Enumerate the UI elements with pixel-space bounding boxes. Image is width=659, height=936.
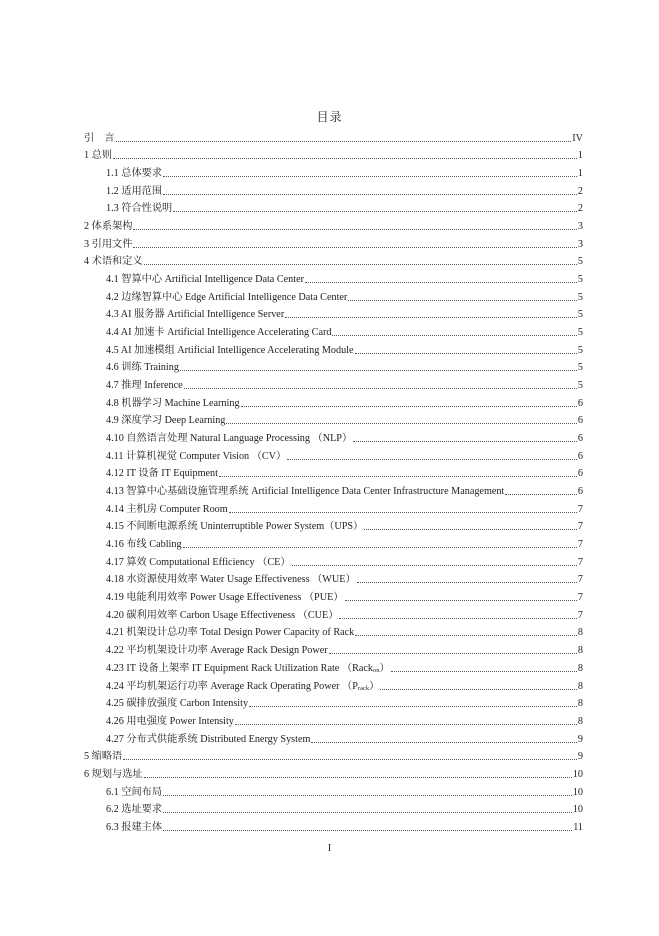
toc-entry-page-number: 8 bbox=[577, 715, 583, 727]
toc-entry-text-tail: ） bbox=[369, 680, 380, 692]
toc-entry-page-number: 3 bbox=[577, 238, 583, 250]
toc-entry-text: 4.24 平均机架运行功率 Average Rack Operating Power （P bbox=[106, 680, 358, 692]
toc-entry-page-number: 1 bbox=[577, 150, 583, 162]
toc-entry-text: 4.27 分布式供能系统 Distributed Energy System bbox=[106, 733, 311, 745]
toc-entry-label bbox=[84, 221, 132, 233]
toc-dot-leader bbox=[339, 618, 577, 619]
toc-entry[interactable] bbox=[84, 445, 583, 463]
toc-entry-page-number: 5 bbox=[577, 256, 583, 268]
toc-entry-text: 2 体系架构 bbox=[84, 221, 133, 233]
toc-entry-page-number: 7 bbox=[577, 539, 583, 551]
toc-entry[interactable] bbox=[84, 799, 583, 817]
toc-dot-leader bbox=[163, 176, 577, 177]
page-title: 目录 bbox=[316, 110, 343, 124]
toc-entry-label bbox=[106, 292, 347, 304]
toc-entry-label bbox=[106, 716, 234, 728]
toc-dot-leader bbox=[329, 653, 577, 654]
toc-entry-text: 4.21 机架设计总功率 Total Design Power Capacity of Rack bbox=[106, 627, 355, 639]
toc-entry-text: 5 缩略语 bbox=[84, 751, 123, 763]
toc-entry-label bbox=[84, 256, 143, 268]
toc-entry-page-number: 10 bbox=[572, 804, 583, 816]
toc-entry-page-number: 7 bbox=[577, 574, 583, 586]
toc-entry-page-number: 9 bbox=[577, 733, 583, 745]
toc-dot-leader bbox=[364, 529, 577, 530]
toc-dot-leader bbox=[353, 441, 577, 442]
toc-entry[interactable] bbox=[84, 410, 583, 428]
toc-entry-page-number: 5 bbox=[577, 291, 583, 303]
toc-entry[interactable] bbox=[84, 551, 583, 569]
toc-entry-page-number: 6 bbox=[577, 433, 583, 445]
toc-entry[interactable] bbox=[84, 321, 583, 339]
toc-entry-text: 4.25 碳排放强度 Carbon Intensity bbox=[106, 698, 249, 710]
toc-entry-text: 6 规划与选址 bbox=[84, 768, 143, 780]
toc-entry-page-number: 2 bbox=[577, 203, 583, 215]
toc-entry[interactable] bbox=[84, 533, 583, 551]
toc-dot-leader bbox=[163, 194, 577, 195]
toc-entry-text: 4.6 训练 Training bbox=[106, 362, 179, 374]
toc-entry[interactable] bbox=[84, 145, 583, 163]
toc-entry-label bbox=[84, 133, 115, 145]
toc-entry-text: 4.7 推理 Inference bbox=[106, 380, 183, 392]
toc-entry-label bbox=[106, 627, 354, 639]
toc-entry-subscript: rack bbox=[357, 684, 370, 692]
toc-dot-leader bbox=[345, 600, 577, 601]
toc-dot-leader bbox=[287, 459, 577, 460]
toc-dot-leader bbox=[505, 494, 577, 495]
toc-entry-text: 1.1 总体要求 bbox=[106, 168, 163, 180]
toc-dot-leader bbox=[249, 706, 577, 707]
toc-entry[interactable] bbox=[84, 251, 583, 269]
toc-entry[interactable] bbox=[84, 162, 583, 180]
toc-entry-label bbox=[84, 150, 112, 162]
toc-entry-text: 4.26 用电强度 Power Intensity bbox=[106, 715, 234, 727]
toc-entry-page-number: 7 bbox=[577, 592, 583, 604]
toc-entry-label bbox=[106, 274, 304, 286]
toc-entry-label bbox=[106, 557, 291, 569]
toc-entry[interactable] bbox=[84, 392, 583, 410]
toc-dot-leader bbox=[285, 317, 577, 318]
toc-dot-leader bbox=[241, 406, 577, 407]
toc-entry-label bbox=[106, 433, 352, 445]
toc-entry[interactable] bbox=[84, 586, 583, 604]
toc-entry-text: 4.10 自然语言处理 Natural Language Processing （NLP） bbox=[106, 433, 353, 445]
toc-entry-label bbox=[106, 327, 331, 339]
toc-entry[interactable] bbox=[84, 763, 583, 781]
toc-entry-label bbox=[106, 468, 218, 480]
toc-dot-leader bbox=[183, 547, 577, 548]
toc-entry-label bbox=[106, 698, 248, 710]
toc-dot-leader bbox=[219, 476, 577, 477]
toc-dot-leader bbox=[113, 158, 577, 159]
toc-dot-leader bbox=[116, 141, 572, 142]
toc-entry-text: 4.16 布线 Cabling bbox=[106, 539, 182, 551]
toc-entry-page-number: 5 bbox=[577, 274, 583, 286]
toc-dot-leader bbox=[133, 229, 577, 230]
toc-entry-page-number: 7 bbox=[577, 609, 583, 621]
toc-entry-page-number: 8 bbox=[577, 645, 583, 657]
toc-entry[interactable] bbox=[84, 233, 583, 251]
toc-entry-page-number: 8 bbox=[577, 627, 583, 639]
toc-entry-label bbox=[106, 539, 182, 551]
toc-entry-page-number: 10 bbox=[572, 786, 583, 798]
toc-entry-page-number: 10 bbox=[572, 768, 583, 780]
toc-entry-label bbox=[106, 592, 344, 604]
toc-dot-leader bbox=[173, 211, 577, 212]
toc-entry-label bbox=[106, 645, 328, 657]
toc-dot-leader bbox=[292, 565, 577, 566]
toc-entry-page-number: 6 bbox=[577, 397, 583, 409]
toc-entry[interactable] bbox=[84, 657, 583, 675]
toc-entry-text: 4.9 深度学习 Deep Learning bbox=[106, 415, 226, 427]
toc-entry[interactable] bbox=[84, 693, 583, 711]
toc-entry[interactable] bbox=[84, 675, 583, 693]
toc-entry-text: 1.3 符合性说明 bbox=[106, 203, 173, 215]
toc-dot-leader bbox=[305, 282, 577, 283]
toc-entry-page-number: 3 bbox=[577, 221, 583, 233]
toc-entry-text: 4.8 机器学习 Machine Learning bbox=[106, 397, 240, 409]
toc-entry-page-number: 6 bbox=[577, 468, 583, 480]
toc-dot-leader bbox=[357, 582, 577, 583]
toc-dot-leader bbox=[144, 264, 577, 265]
toc-entry-page-number: 11 bbox=[573, 821, 583, 833]
toc-entry-text: 4.5 AI 加速模组 Artificial Intelligence Accelerating Module bbox=[106, 344, 354, 356]
toc-entry-text: 引 言 bbox=[84, 132, 115, 144]
toc-entry-label bbox=[106, 822, 162, 834]
toc-entry[interactable] bbox=[84, 463, 583, 481]
toc-dot-leader bbox=[226, 423, 577, 424]
toc-entry-label bbox=[106, 486, 504, 498]
toc-entry-page-number: IV bbox=[572, 132, 583, 144]
toc-entry-text: 4.22 平均机架设计功率 Average Rack Design Power bbox=[106, 645, 328, 657]
toc-entry-text: 6.1 空间布局 bbox=[106, 786, 163, 798]
toc-dot-leader bbox=[380, 689, 577, 690]
toc-entry-text: 4.18 水资源使用效率 Water Usage Effectiveness （WUE） bbox=[106, 574, 356, 586]
toc-entry-label bbox=[106, 451, 286, 463]
toc-dot-leader bbox=[163, 812, 572, 813]
toc-entry-text: 6.2 选址要求 bbox=[106, 804, 163, 816]
toc-entry-label bbox=[106, 362, 179, 374]
toc-entry-text: 4.17 算效 Computational Efficiency （CE） bbox=[106, 556, 291, 568]
toc-entry-text: 4.20 碳利用效率 Carbon Usage Effectiveness （CUE） bbox=[106, 609, 339, 621]
toc-entry-page-number: 1 bbox=[577, 168, 583, 180]
table-of-contents bbox=[84, 127, 583, 834]
toc-dot-leader bbox=[355, 353, 577, 354]
toc-entry-page-number: 5 bbox=[577, 344, 583, 356]
toc-dot-leader bbox=[355, 635, 577, 636]
toc-entry-text: 4.23 IT 设备上架率 IT Equipment Rack Utilization Rate （Rack bbox=[106, 662, 373, 674]
toc-entry[interactable] bbox=[84, 374, 583, 392]
toc-entry-text: 4.19 电能利用效率 Power Usage Effectiveness （PUE） bbox=[106, 592, 344, 604]
page-number-footer: I bbox=[327, 843, 332, 854]
toc-entry[interactable] bbox=[84, 816, 583, 834]
toc-entry[interactable] bbox=[84, 746, 583, 764]
toc-entry-text-tail: ） bbox=[379, 662, 390, 674]
toc-entry-label bbox=[106, 203, 172, 215]
toc-dot-leader bbox=[311, 742, 577, 743]
toc-entry-label bbox=[106, 663, 390, 675]
toc-entry-subscript: on bbox=[373, 666, 380, 674]
toc-entry-page-number: 5 bbox=[577, 380, 583, 392]
toc-dot-leader bbox=[163, 830, 572, 831]
toc-dot-leader bbox=[229, 512, 577, 513]
toc-dot-leader bbox=[180, 370, 577, 371]
toc-entry[interactable] bbox=[84, 498, 583, 516]
toc-entry-label bbox=[106, 309, 284, 321]
toc-entry[interactable] bbox=[84, 480, 583, 498]
toc-entry[interactable] bbox=[84, 604, 583, 622]
toc-entry-text: 4.13 智算中心基础设施管理系统 Artificial Intelligence Data Center Infrastructure Management bbox=[106, 486, 505, 498]
toc-entry-page-number: 8 bbox=[577, 698, 583, 710]
toc-entry-label bbox=[106, 681, 379, 693]
toc-entry-page-number: 6 bbox=[577, 415, 583, 427]
toc-entry[interactable] bbox=[84, 215, 583, 233]
toc-dot-leader bbox=[184, 388, 577, 389]
toc-entry-label bbox=[106, 398, 240, 410]
toc-entry-text: 3 引用文件 bbox=[84, 238, 133, 250]
toc-entry-text: 4.15 不间断电源系统 Uninterruptible Power System（UPS） bbox=[106, 521, 364, 533]
toc-entry[interactable] bbox=[84, 127, 583, 145]
toc-entry[interactable] bbox=[84, 268, 583, 286]
toc-entry[interactable] bbox=[84, 569, 583, 587]
toc-entry-label bbox=[84, 751, 122, 763]
toc-entry-label bbox=[106, 521, 363, 533]
toc-entry-text: 4.1 智算中心 Artificial Intelligence Data Center bbox=[106, 274, 305, 286]
toc-entry-label bbox=[106, 504, 228, 516]
toc-entry-page-number: 5 bbox=[577, 362, 583, 374]
toc-dot-leader bbox=[348, 300, 577, 301]
toc-dot-leader bbox=[123, 759, 577, 760]
toc-entry-text: 4.14 主机房 Computer Room bbox=[106, 503, 228, 515]
toc-entry-text: 4 术语和定义 bbox=[84, 256, 143, 268]
toc-entry-page-number: 5 bbox=[577, 309, 583, 321]
toc-entry-label bbox=[106, 574, 356, 586]
toc-entry[interactable] bbox=[84, 198, 583, 216]
toc-entry-text: 1 总则 bbox=[84, 150, 113, 162]
toc-entry-text: 4.12 IT 设备 IT Equipment bbox=[106, 468, 218, 480]
toc-dot-leader bbox=[235, 724, 577, 725]
toc-entry-label bbox=[106, 380, 183, 392]
toc-dot-leader bbox=[163, 795, 572, 796]
toc-entry-page-number: 8 bbox=[577, 680, 583, 692]
toc-dot-leader bbox=[133, 247, 577, 248]
toc-dot-leader bbox=[391, 671, 577, 672]
toc-entry-text: 4.3 AI 服务器 Artificial Intelligence Server bbox=[106, 309, 285, 321]
toc-dot-leader bbox=[332, 335, 576, 336]
toc-entry-page-number: 7 bbox=[577, 503, 583, 515]
toc-entry[interactable] bbox=[84, 781, 583, 799]
toc-entry-page-number: 2 bbox=[577, 185, 583, 197]
toc-entry[interactable] bbox=[84, 639, 583, 657]
toc-entry[interactable] bbox=[84, 357, 583, 375]
toc-entry[interactable] bbox=[84, 304, 583, 322]
toc-entry-label bbox=[106, 168, 162, 180]
toc-entry-text: 1.2 适用范围 bbox=[106, 185, 163, 197]
toc-entry[interactable] bbox=[84, 728, 583, 746]
toc-entry-label bbox=[106, 734, 310, 746]
toc-entry-label bbox=[106, 787, 162, 799]
toc-entry-label bbox=[106, 804, 162, 816]
toc-entry-label bbox=[106, 345, 354, 357]
toc-entry-text: 4.4 AI 加速卡 Artificial Intelligence Accelerating Card bbox=[106, 327, 332, 339]
toc-entry-label bbox=[84, 769, 143, 781]
toc-entry-text: 6.3 报建主体 bbox=[106, 821, 163, 833]
toc-entry-label bbox=[84, 239, 132, 251]
toc-entry-label bbox=[106, 186, 162, 198]
toc-entry[interactable] bbox=[84, 516, 583, 534]
toc-entry-page-number: 8 bbox=[577, 662, 583, 674]
toc-entry-page-number: 5 bbox=[577, 327, 583, 339]
toc-entry-page-number: 6 bbox=[577, 450, 583, 462]
toc-entry[interactable] bbox=[84, 180, 583, 198]
toc-entry-page-number: 6 bbox=[577, 486, 583, 498]
toc-entry-text: 4.11 计算机视觉 Computer Vision （CV） bbox=[106, 450, 287, 462]
toc-entry-page-number: 9 bbox=[577, 751, 583, 763]
toc-entry-label bbox=[106, 415, 225, 427]
toc-entry-text: 4.2 边缘智算中心 Edge Artificial Intelligence Data Center bbox=[106, 291, 348, 303]
toc-entry[interactable] bbox=[84, 339, 583, 357]
toc-entry[interactable] bbox=[84, 427, 583, 445]
toc-entry-page-number: 7 bbox=[577, 521, 583, 533]
toc-entry[interactable] bbox=[84, 286, 583, 304]
toc-dot-leader bbox=[144, 777, 572, 778]
toc-entry-label bbox=[106, 610, 338, 622]
toc-entry[interactable] bbox=[84, 622, 583, 640]
toc-entry[interactable] bbox=[84, 710, 583, 728]
toc-entry-page-number: 7 bbox=[577, 556, 583, 568]
